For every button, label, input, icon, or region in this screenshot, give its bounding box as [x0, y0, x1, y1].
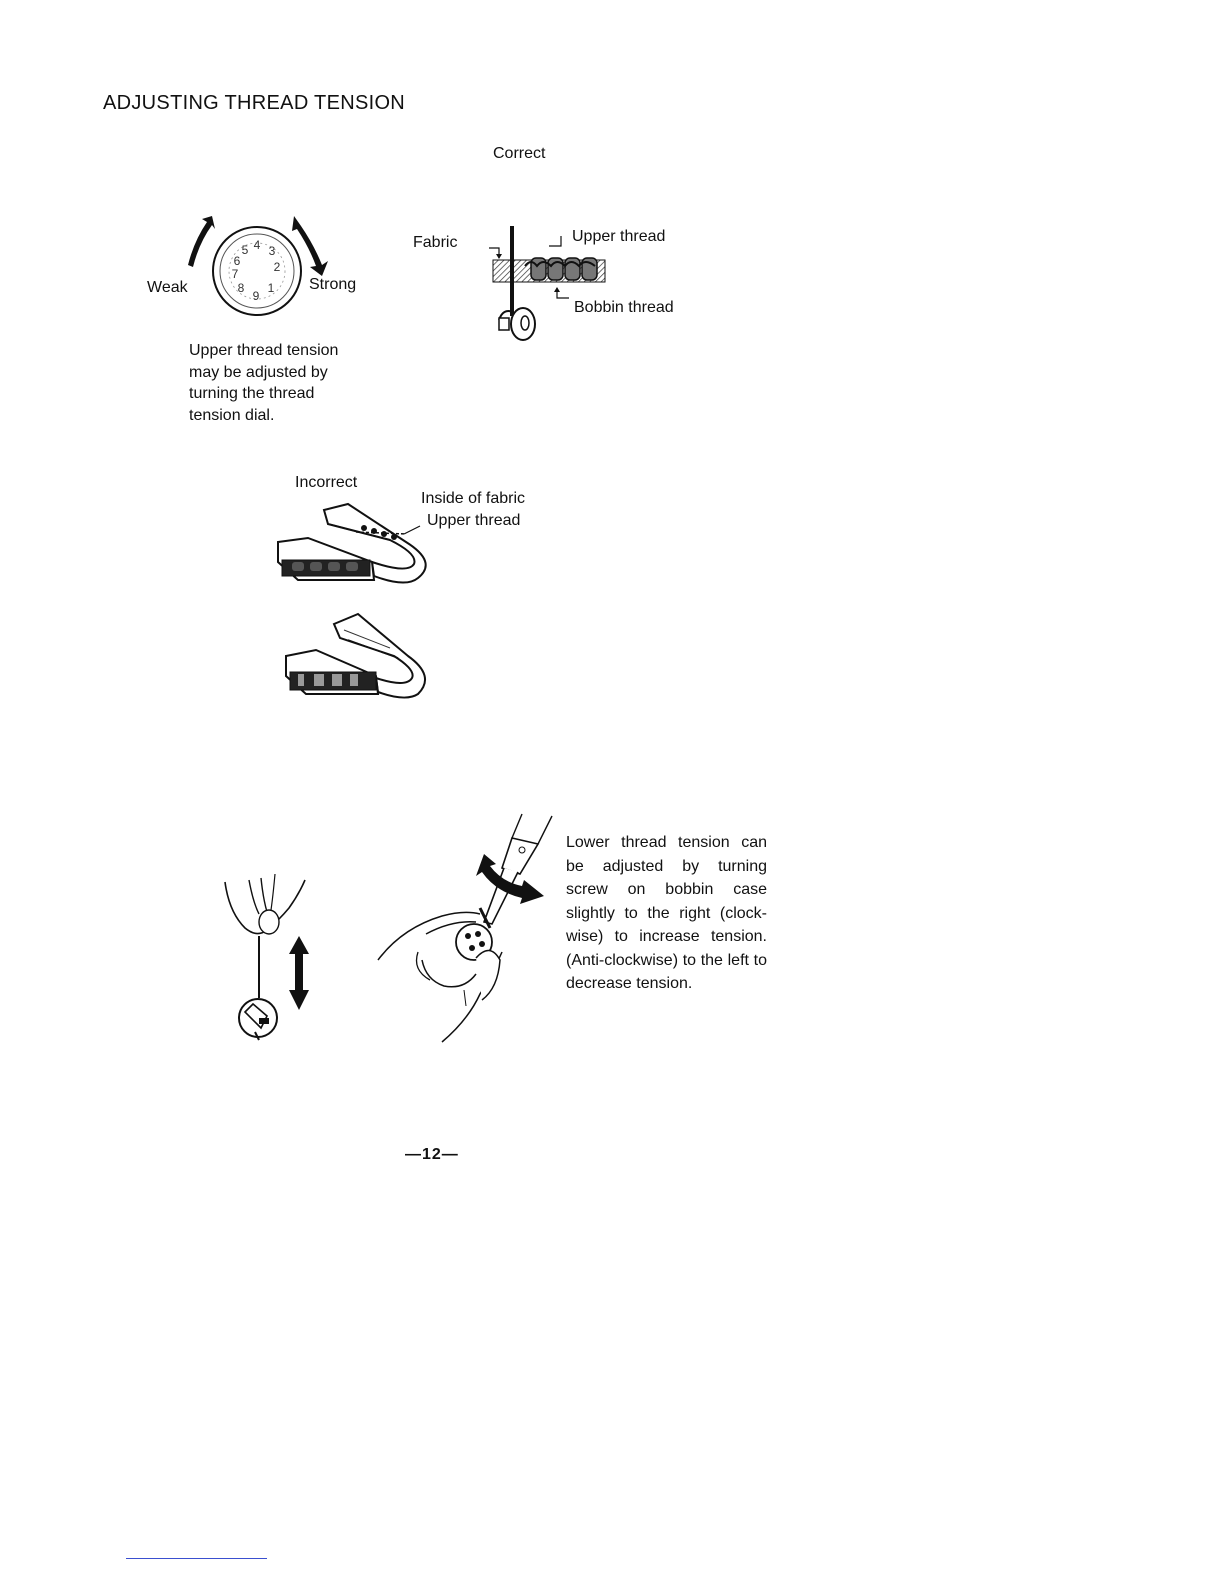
- dial-number: 9: [252, 289, 260, 303]
- fabric-label: Fabric: [413, 234, 458, 251]
- incorrect-stitch-illustration-bottom: [278, 610, 438, 710]
- needle: [510, 226, 514, 316]
- dial-number: 6: [233, 254, 241, 268]
- upper-thread-label: Upper thread: [572, 228, 666, 245]
- caption-line: tension dial.: [189, 406, 275, 424]
- weak-label: Weak: [147, 279, 188, 296]
- incorrect-title: Incorrect: [295, 474, 358, 491]
- weak-arrow-icon: [188, 216, 215, 267]
- incorrect-stitch-illustration-top: [268, 500, 438, 595]
- dial-number: 5: [241, 243, 249, 257]
- dial-number: 7: [231, 267, 239, 281]
- dial-number: 4: [253, 238, 261, 252]
- dial-number: 1: [267, 281, 275, 295]
- bobbin-icon: [499, 308, 535, 340]
- caption-line: may be adjusted by: [189, 363, 328, 381]
- caption-line: turning the thread: [189, 385, 315, 402]
- up-down-arrow-icon: [289, 936, 309, 1010]
- inside-of-fabric-label: Inside of fabric: [421, 490, 526, 507]
- tension-dial-illustration: [176, 205, 326, 330]
- correct-stitch-illustration: [485, 222, 610, 347]
- strong-label: Strong: [309, 276, 357, 293]
- bobbin-drop-test-illustration: [215, 872, 325, 1044]
- screwdriver-adjust-illustration: [372, 810, 562, 1046]
- page-title: ADJUSTING THREAD TENSION: [103, 92, 406, 114]
- lower-thread-instructions: Lower thread tension can be adjusted by turning screw on bobbin case slightly to the right (clock-wise) to increase tension. (Anti-clockwise) to the left to decrease tension.: [566, 834, 767, 992]
- caption-line: Upper thread tension: [189, 342, 339, 359]
- footer-rule: [126, 1558, 267, 1559]
- bobbin-thread-label: Bobbin thread: [574, 299, 674, 316]
- dial-number: 3: [268, 244, 276, 258]
- dial-number: 2: [273, 260, 281, 274]
- correct-title: Correct: [493, 145, 546, 162]
- dial-caption: [189, 340, 338, 426]
- incorrect-upper-thread-label: Upper thread: [427, 512, 521, 529]
- dial-number: 8: [237, 281, 245, 295]
- page-number: —12—: [405, 1146, 459, 1163]
